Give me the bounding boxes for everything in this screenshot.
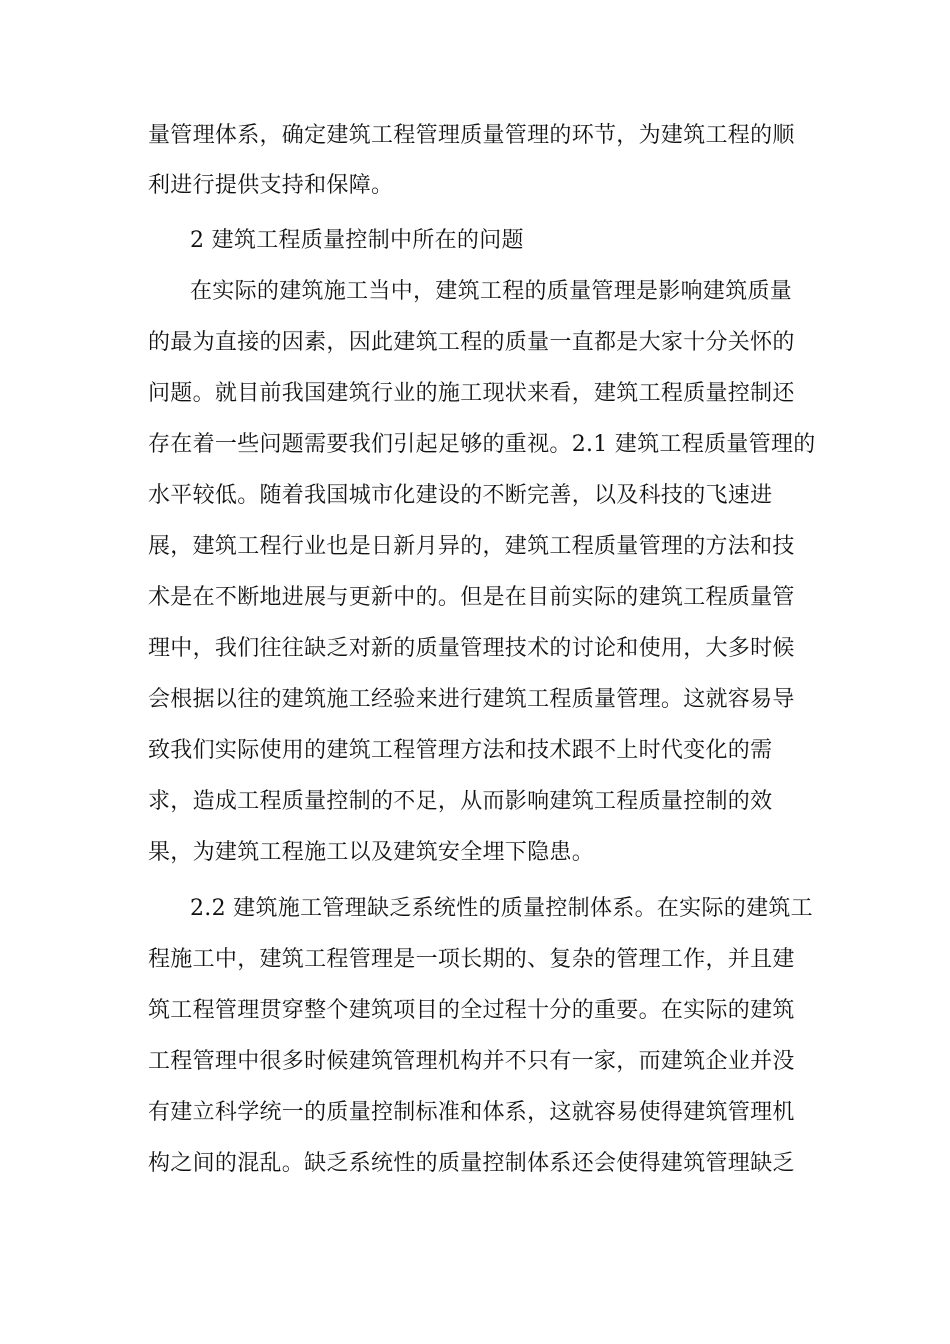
text-line-21: 构之间的混乱。缺乏系统性的质量控制体系还会使得建筑管理缺乏 — [148, 1151, 795, 1176]
text-line-12: 会根据以往的建筑施工经验来进行建筑工程质量管理。这就容易导 — [148, 687, 795, 712]
text-line-2: 利进行提供支持和保障。 — [148, 173, 394, 198]
text-line-8: 水平较低。随着我国城市化建设的不断完善，以及科技的飞速进 — [148, 483, 773, 508]
text-line-16: 2.2 建筑施工管理缺乏系统性的质量控制体系。在实际的建筑工 — [190, 896, 813, 921]
text-line-15: 果，为建筑工程施工以及建筑安全埋下隐患。 — [148, 840, 595, 865]
text-line-18: 筑工程管理贯穿整个建筑项目的全过程十分的重要。在实际的建筑 — [148, 998, 795, 1023]
text-line-20: 有建立科学统一的质量控制标准和体系，这就容易使得建筑管理机 — [148, 1100, 795, 1125]
text-line-14: 求，造成工程质量控制的不足，从而影响建筑工程质量控制的效 — [148, 789, 773, 814]
text-line-1: 量管理体系，确定建筑工程管理质量管理的环节，为建筑工程的顺 — [148, 123, 795, 148]
text-line-7: 存在着一些问题需要我们引起足够的重视。2.1 建筑工程质量管理的 — [148, 432, 816, 457]
section-heading: 2 建筑工程质量控制中所在的问题 — [190, 228, 524, 253]
text-line-19: 工程管理中很多时候建筑管理机构并不只有一家，而建筑企业并没 — [148, 1049, 795, 1074]
text-line-9: 展，建筑工程行业也是日新月异的，建筑工程质量管理的方法和技 — [148, 534, 795, 559]
text-line-11: 理中，我们往往缺乏对新的质量管理技术的讨论和使用，大多时候 — [148, 636, 795, 661]
text-line-17: 程施工中，建筑工程管理是一项长期的、复杂的管理工作，并且建 — [148, 947, 795, 972]
text-line-10: 术是在不断地进展与更新中的。但是在目前实际的建筑工程质量管 — [148, 585, 795, 610]
text-line-13: 致我们实际使用的建筑工程管理方法和技术跟不上时代变化的需 — [148, 738, 773, 763]
text-line-4: 在实际的建筑施工当中，建筑工程的质量管理是影响建筑质量 — [190, 279, 793, 304]
text-line-5: 的最为直接的因素，因此建筑工程的质量一直都是大家十分关怀的 — [148, 330, 795, 355]
text-line-6: 问题。就目前我国建筑行业的施工现状来看，建筑工程质量控制还 — [148, 381, 795, 406]
